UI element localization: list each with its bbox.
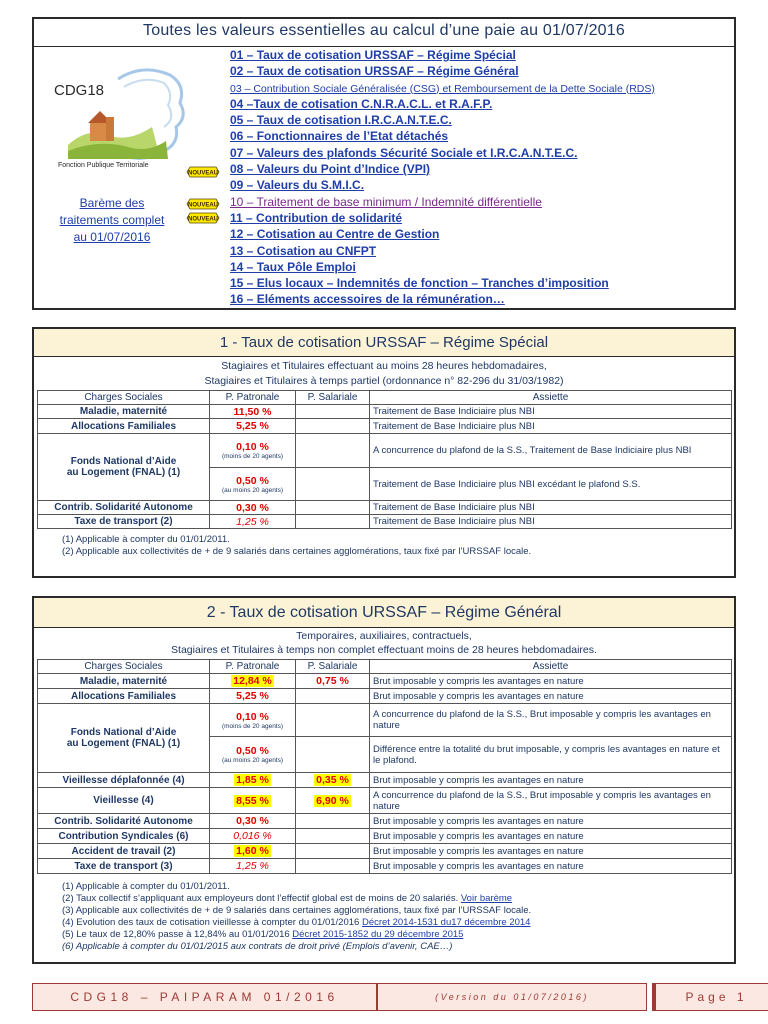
col-assiette: Assiette: [370, 391, 732, 405]
table-row: [38, 859, 732, 874]
table-row: [38, 844, 732, 859]
page-footer: [32, 983, 756, 1011]
assiette-value: Brut imposable y compris les avantages en nature: [370, 689, 732, 704]
note-4: [62, 917, 531, 929]
fnal-rate-1: 0,10 %: [236, 441, 269, 453]
col-assiette: Assiette: [370, 660, 732, 674]
table-row: [38, 773, 732, 788]
toc-link-12[interactable]: 12 – Cotisation au Centre de Gestion: [230, 227, 440, 242]
salariale-value: [296, 814, 370, 829]
fnal-note-1: (moins de 20 agents): [221, 722, 284, 730]
decret-2014-link[interactable]: Décret 2014-1531 du17 décembre 2014: [361, 917, 531, 928]
row-label: Taxe de transport (3): [38, 859, 210, 874]
toc-link-07[interactable]: 07 – Valeurs des plafonds Sécurité Sociale et I.R.C.A.N.T.E.C.: [230, 145, 578, 160]
section-2-subtitle-1: Temporaires, auxiliaires, contractuels,: [296, 630, 472, 642]
assiette-value: Brut imposable y compris les avantages en nature: [370, 859, 732, 874]
section-2-subtitle-2: Stagiaires et Titulaires à temps non complet effectuant moins de 28 heures hebdomadaires.: [171, 644, 597, 656]
note-1: (1) Applicable à compter du 01/01/2011.: [62, 881, 230, 892]
patronale-value: 12,84 %: [233, 675, 272, 687]
assiette-value: Brut imposable y compris les avantages en nature: [370, 844, 732, 859]
fnal-label-1: Fonds National d’Aide: [70, 456, 177, 467]
fnal-note-2: (au moins 20 agents): [221, 757, 284, 764]
fnal-rate-2: 0,50 %: [236, 474, 269, 487]
voir-bareme-link[interactable]: Voir barème: [460, 893, 513, 904]
assiette-value: Traitement de Base Indiciaire plus NBI excédant le plafond S.S.: [370, 468, 732, 501]
col-charges: Charges Sociales: [38, 660, 210, 674]
salariale-value: [296, 434, 370, 468]
col-salariale: P. Salariale: [296, 660, 370, 674]
section-1-title: 1 - Taux de cotisation URSSAF – Régime Spécial: [34, 329, 734, 357]
salariale-value: [296, 859, 370, 874]
nouveau-badge-11: [186, 212, 220, 224]
row-label-fnal: [38, 434, 210, 501]
col-patronale: P. Patronale: [210, 391, 296, 405]
footer-doc-id: CDG18 – PAIPARAM 01/2016: [32, 983, 377, 1011]
col-charges: Charges Sociales: [38, 391, 210, 405]
fnal-label-2: au Logement (FNAL) (1): [66, 467, 181, 478]
toc-link-10[interactable]: 10 – Traitement de base minimum / Indemnité différentielle: [230, 194, 542, 209]
toc-link-01[interactable]: 01 – Taux de cotisation URSSAF – Régime Spécial: [230, 48, 516, 62]
note-5: [62, 929, 531, 941]
table-row: [38, 405, 732, 419]
salariale-value: 6,90 %: [316, 794, 349, 807]
section-2-title: 2 - Taux de cotisation URSSAF – Régime Général: [34, 598, 734, 628]
patronale-value: 8,55 %: [236, 794, 269, 807]
toc-link-11[interactable]: 11 – Contribution de solidarité: [230, 210, 403, 225]
assiette-value: Traitement de Base Indiciaire plus NBI: [370, 405, 732, 419]
row-label: Allocations Familiales: [38, 419, 210, 434]
fnal-label-1: Fonds National d’Aide: [70, 727, 177, 738]
table-row: [38, 689, 732, 704]
table-row: [38, 501, 732, 515]
note-3: (3) Applicable aux collectivités de + de 9 salariés dans certaines agglomérations, taux fixé par l’URSSAF locale.: [62, 905, 532, 916]
toc-link-09[interactable]: 09 – Valeurs du S.M.I.C.: [230, 178, 365, 193]
assiette-value: A concurrence du plafond de la S.S., Brut imposable y compris les avantages en nature: [370, 704, 732, 737]
toc-link-03[interactable]: 03 – Contribution Sociale Généralisée (CSG) et Remboursement de la Dette Sociale (RDS): [230, 82, 655, 95]
table-row: [38, 704, 732, 737]
assiette-value: Brut imposable y compris les avantages en nature: [370, 829, 732, 844]
decret-2015-link[interactable]: Décret 2015-1852 du 29 décembre 2015: [292, 929, 464, 940]
section-1-subtitle-1: Stagiaires et Titulaires effectuant au moins 28 heures hebdomadaires,: [221, 360, 547, 372]
assiette-value: A concurrence du plafond de la S.S., Brut imposable y compris les avantages en nature: [370, 788, 732, 814]
salariale-value: [296, 689, 370, 704]
patronale-value: 1,60 %: [236, 845, 269, 857]
row-label: Vieillesse (4): [38, 788, 210, 814]
section-regime-special: [32, 327, 736, 578]
section-2-notes: [62, 881, 531, 953]
row-label: Contribution Syndicales (6): [38, 829, 210, 844]
toc-link-06[interactable]: 06 – Fonctionnaires de l’Etat détachés: [230, 129, 449, 144]
col-salariale: P. Salariale: [296, 391, 370, 405]
toc-link-14[interactable]: 14 – Taux Pôle Emploi: [230, 259, 356, 274]
note-2-text: (2) Taux collectif s’appliquant aux employeurs dont l’effectif global est de moins de 20 salariés.: [62, 893, 459, 904]
page-title: Toutes les valeurs essentielles au calcul d’une paie au 01/07/2016: [143, 22, 625, 39]
toc-link-13[interactable]: 13 – Cotisation au CNFPT: [230, 243, 377, 258]
patronale-value: 5,25 %: [210, 689, 296, 704]
note-1: (1) Applicable à compter du 01/01/2011.: [62, 534, 230, 545]
bareme-line-1[interactable]: Barème des: [79, 196, 145, 210]
assiette-value: A concurrence du plafond de la S.S., Traitement de Base Indiciaire plus NBI: [370, 434, 732, 468]
patronale-value: 5,25 %: [210, 419, 296, 434]
note-2: (2) Applicable aux collectivités de + de 9 salariés dans certaines agglomérations, taux fixé par l’URSSAF locale.: [62, 546, 532, 557]
toc-link-05[interactable]: 05 – Taux de cotisation I.R.C.A.N.T.E.C.: [230, 113, 452, 128]
bareme-link[interactable]: [42, 195, 182, 246]
svg-text:NOUVEAU: NOUVEAU: [187, 202, 219, 209]
note-4-text: (4) Evolution des taux de cotisation vieillesse à compter du 01/01/2016: [62, 917, 360, 928]
patronale-value: [210, 434, 296, 468]
row-label: Maladie, maternité: [38, 405, 210, 419]
bareme-line-2[interactable]: traitements complet: [59, 213, 165, 227]
footer-page-number: Page 1: [652, 983, 768, 1011]
patronale-value: [210, 468, 296, 501]
salariale-value: [296, 737, 370, 773]
fnal-note-1: (moins de 20 agents): [221, 453, 284, 460]
logo-caption: Fonction Publique Territoriale: [58, 162, 149, 169]
toc-link-02[interactable]: 02 – Taux de cotisation URSSAF – Régime Général: [230, 64, 519, 79]
fnal-note-2: (au moins 20 agents): [221, 486, 284, 494]
cdg18-logo: [48, 61, 198, 169]
salariale-value: [296, 405, 370, 419]
note-5-text: (5) Le taux de 12,80% passe à 12,84% au 01/01/2016: [62, 929, 290, 940]
patronale-value: 0,30 %: [210, 814, 296, 829]
salariale-value: 0,75 %: [296, 674, 370, 689]
toc-link-08[interactable]: 08 – Valeurs du Point d’Indice (VPI): [230, 162, 431, 177]
nouveau-badge-10: [186, 198, 220, 210]
salariale-value: [296, 829, 370, 844]
row-label: Accident de travail (2): [38, 844, 210, 859]
assiette-value: Traitement de Base Indiciaire plus NBI: [370, 419, 732, 434]
patronale-value: 0,30 %: [210, 501, 296, 515]
patronale-value: 1,85 %: [236, 774, 269, 786]
nouveau-badge-08: [186, 166, 220, 178]
patronale-value: 1,25 %: [210, 515, 296, 529]
row-label: Contrib. Solidarité Autonome: [38, 501, 210, 515]
assiette-value: Traitement de Base Indiciaire plus NBI: [370, 515, 732, 529]
row-label-fnal: [38, 704, 210, 773]
toc-link-15[interactable]: 15 – Elus locaux – Indemnités de fonction – Tranches d’imposition: [230, 276, 609, 291]
note-2: [62, 893, 531, 905]
patronale-value: [210, 737, 296, 773]
svg-text:NOUVEAU: NOUVEAU: [187, 216, 219, 223]
row-label: Taxe de transport (2): [38, 515, 210, 529]
assiette-value: Traitement de Base Indiciaire plus NBI: [370, 501, 732, 515]
table-row: [38, 674, 732, 689]
toc-link-04[interactable]: 04 –Taux de cotisation C.N.R.A.C.L. et R.A.F.P.: [230, 96, 493, 111]
salariale-value: [296, 515, 370, 529]
fnal-rate-1: 0,10 %: [236, 710, 269, 723]
footer-version: (Version du 01/07/2016): [377, 983, 647, 1011]
table-row: [38, 829, 732, 844]
salariale-value: [296, 501, 370, 515]
fnal-rate-2: 0,50 %: [236, 745, 269, 757]
section-regime-general: [32, 596, 736, 964]
salariale-value: 0,35 %: [316, 774, 349, 786]
table-row: [38, 515, 732, 529]
assiette-value: Brut imposable y compris les avantages en nature: [370, 773, 732, 788]
table-row: [38, 434, 732, 468]
salariale-value: [296, 704, 370, 737]
row-label: Vieillesse déplafonnée (4): [38, 773, 210, 788]
note-6: (6) Applicable à compter du 01/01/2015 aux contrats de droit privé (Emplois d’avenir, CAE…): [62, 941, 453, 952]
salariale-value: [296, 844, 370, 859]
salariale-value: [296, 468, 370, 501]
row-label: Contrib. Solidarité Autonome: [38, 814, 210, 829]
patronale-value: 1,25 %: [210, 859, 296, 874]
logo-text: CDG18: [54, 82, 105, 99]
patronale-value: 0,016 %: [210, 829, 296, 844]
table-row: [38, 419, 732, 434]
salariale-value: [296, 419, 370, 434]
table-row: [38, 788, 732, 814]
bareme-line-3[interactable]: au 01/07/2016: [73, 230, 151, 244]
toc-link-16[interactable]: 16 – Eléments accessoires de la rémunération…: [230, 292, 505, 307]
assiette-value: Différence entre la totalité du brut imposable, y compris les avantages en nature et le plafond.: [370, 737, 732, 773]
col-patronale: P. Patronale: [210, 660, 296, 674]
fnal-label-2: au Logement (FNAL) (1): [66, 738, 181, 749]
section-2-table: [37, 659, 732, 874]
summary-box: [32, 17, 736, 310]
section-1-table: [37, 390, 732, 529]
table-row: [38, 814, 732, 829]
patronale-value: 11,50 %: [210, 405, 296, 419]
assiette-value: Brut imposable y compris les avantages en nature: [370, 814, 732, 829]
assiette-value: Brut imposable y compris les avantages en nature: [370, 674, 732, 689]
row-label: Maladie, maternité: [38, 674, 210, 689]
section-1-subtitle-2: Stagiaires et Titulaires à temps partiel (ordonnance n° 82-296 du 31/03/1982): [204, 375, 564, 387]
table-of-contents: [230, 47, 655, 308]
svg-text:NOUVEAU: NOUVEAU: [187, 170, 219, 177]
patronale-value: [210, 704, 296, 737]
row-label: Allocations Familiales: [38, 689, 210, 704]
section-1-notes: [62, 534, 531, 558]
